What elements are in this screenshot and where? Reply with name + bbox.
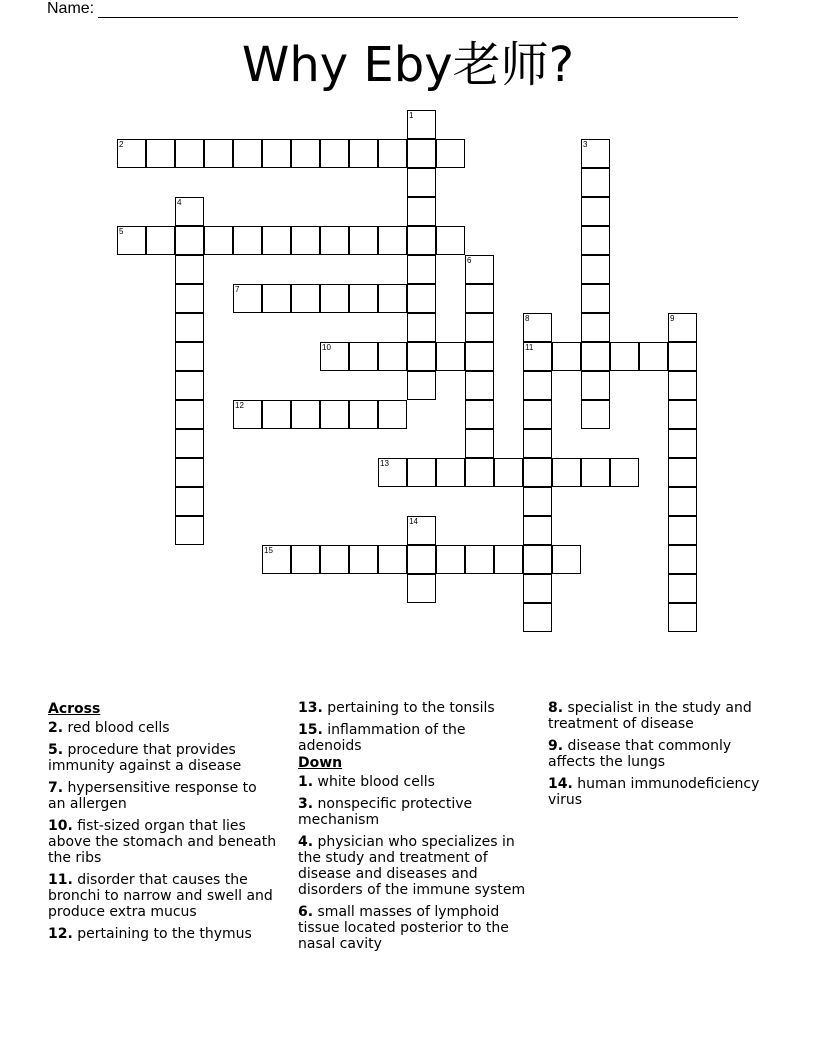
crossword-cell[interactable] bbox=[349, 284, 378, 313]
crossword-cell[interactable] bbox=[291, 284, 320, 313]
crossword-cell[interactable] bbox=[349, 342, 378, 371]
across-clue bbox=[48, 720, 278, 736]
crossword-cell[interactable] bbox=[291, 400, 320, 429]
crossword-cell[interactable] bbox=[233, 139, 262, 168]
crossword-cell[interactable] bbox=[407, 458, 436, 487]
crossword-cell[interactable] bbox=[233, 400, 262, 429]
clue-text: inflammation of the adenoids bbox=[298, 722, 466, 754]
crossword-cell[interactable] bbox=[175, 429, 204, 458]
crossword-cell[interactable] bbox=[668, 603, 697, 632]
crossword-cell[interactable] bbox=[668, 400, 697, 429]
crossword-cell[interactable] bbox=[117, 226, 146, 255]
crossword-cell[interactable] bbox=[436, 342, 465, 371]
crossword-cell[interactable] bbox=[552, 545, 581, 574]
crossword-cell[interactable] bbox=[291, 545, 320, 574]
crossword-cell[interactable] bbox=[523, 603, 552, 632]
crossword-cell[interactable] bbox=[175, 400, 204, 429]
crossword-cell[interactable] bbox=[175, 139, 204, 168]
crossword-cell[interactable] bbox=[291, 226, 320, 255]
crossword-cell[interactable] bbox=[407, 342, 436, 371]
clue-text: procedure that provides immunity against a disease bbox=[48, 742, 242, 774]
crossword-cell[interactable] bbox=[320, 545, 349, 574]
crossword-cell[interactable] bbox=[407, 284, 436, 313]
crossword-cell[interactable] bbox=[523, 516, 552, 545]
crossword-cell[interactable] bbox=[262, 139, 291, 168]
across-clue bbox=[48, 926, 278, 942]
crossword-cell[interactable] bbox=[320, 226, 349, 255]
crossword-cell[interactable] bbox=[465, 429, 494, 458]
crossword-cell[interactable] bbox=[581, 313, 610, 342]
crossword-cell[interactable] bbox=[407, 313, 436, 342]
crossword-cell[interactable] bbox=[407, 226, 436, 255]
crossword-cell[interactable] bbox=[581, 342, 610, 371]
crossword-cell[interactable] bbox=[378, 545, 407, 574]
crossword-cell[interactable] bbox=[668, 574, 697, 603]
crossword-cell[interactable] bbox=[320, 400, 349, 429]
crossword-cell[interactable] bbox=[610, 458, 639, 487]
clue-number: 11. bbox=[48, 872, 73, 888]
clue-number: 5. bbox=[48, 742, 64, 758]
crossword-cell[interactable] bbox=[378, 284, 407, 313]
clue-number: 4. bbox=[298, 834, 314, 850]
crossword-cell[interactable] bbox=[610, 342, 639, 371]
crossword-cell[interactable] bbox=[465, 342, 494, 371]
clue-text: human immunodeficiency virus bbox=[548, 776, 760, 808]
crossword-cell[interactable] bbox=[175, 458, 204, 487]
crossword-cell[interactable] bbox=[668, 313, 697, 342]
across-clue bbox=[48, 818, 278, 866]
clue-number: 15. bbox=[298, 722, 323, 738]
crossword-cell[interactable] bbox=[262, 400, 291, 429]
clue-number: 2 bbox=[119, 140, 124, 149]
crossword-cell[interactable] bbox=[523, 487, 552, 516]
crossword-cell[interactable] bbox=[378, 342, 407, 371]
clue-text: disorder that causes the bronchi to narrow and swell and produce extra mucus bbox=[48, 872, 273, 920]
crossword-cell[interactable] bbox=[436, 458, 465, 487]
clue-number: 9 bbox=[670, 314, 675, 323]
crossword-cell[interactable] bbox=[523, 371, 552, 400]
clue-number: 9. bbox=[548, 738, 564, 754]
crossword-cell[interactable] bbox=[320, 139, 349, 168]
clue-number: 4 bbox=[177, 198, 182, 207]
down-clue bbox=[548, 776, 778, 808]
crossword-cell[interactable] bbox=[465, 313, 494, 342]
down-clue bbox=[298, 774, 528, 790]
down-clue bbox=[548, 738, 778, 770]
clue-number: 10. bbox=[48, 818, 73, 834]
crossword-cell[interactable] bbox=[175, 487, 204, 516]
crossword-cell[interactable] bbox=[523, 400, 552, 429]
crossword-cell[interactable] bbox=[407, 545, 436, 574]
crossword-cell[interactable] bbox=[581, 400, 610, 429]
clue-number: 5 bbox=[119, 227, 124, 236]
crossword-cell[interactable] bbox=[668, 545, 697, 574]
crossword-cell[interactable] bbox=[465, 255, 494, 284]
clue-number: 12. bbox=[48, 926, 73, 942]
clue-text: pertaining to the tonsils bbox=[322, 700, 495, 716]
crossword-cell[interactable] bbox=[436, 139, 465, 168]
crossword-cell[interactable] bbox=[262, 226, 291, 255]
crossword-cell[interactable] bbox=[378, 226, 407, 255]
clue-number: 8 bbox=[525, 314, 530, 323]
crossword-cell[interactable] bbox=[233, 284, 262, 313]
down-clue bbox=[298, 796, 528, 828]
clue-number: 6 bbox=[467, 256, 472, 265]
crossword-cell[interactable] bbox=[523, 342, 552, 371]
crossword-cell[interactable] bbox=[407, 574, 436, 603]
crossword-cell[interactable] bbox=[523, 545, 552, 574]
crossword-cell[interactable] bbox=[523, 574, 552, 603]
crossword-cell[interactable] bbox=[581, 458, 610, 487]
clue-text: red blood cells bbox=[63, 720, 170, 736]
crossword-cell[interactable] bbox=[175, 371, 204, 400]
crossword-cell[interactable] bbox=[494, 545, 523, 574]
crossword-cell[interactable] bbox=[436, 545, 465, 574]
crossword-cell[interactable] bbox=[552, 342, 581, 371]
clue-number: 1. bbox=[298, 774, 314, 790]
crossword-cell[interactable] bbox=[349, 400, 378, 429]
crossword-cell[interactable] bbox=[581, 197, 610, 226]
crossword-cell[interactable] bbox=[146, 226, 175, 255]
crossword-cell[interactable] bbox=[581, 139, 610, 168]
crossword-cell[interactable] bbox=[581, 284, 610, 313]
clue-number: 7. bbox=[48, 780, 64, 796]
clue-text: pertaining to the thymus bbox=[72, 926, 252, 942]
crossword-cell[interactable] bbox=[320, 342, 349, 371]
crossword-cell[interactable] bbox=[175, 197, 204, 226]
across-clue bbox=[298, 700, 528, 716]
crossword-cell[interactable] bbox=[175, 516, 204, 545]
down-clue bbox=[298, 904, 528, 952]
crossword-cell[interactable] bbox=[668, 342, 697, 371]
crossword-cell[interactable] bbox=[204, 139, 233, 168]
across-clue bbox=[48, 780, 278, 812]
crossword-cell[interactable] bbox=[552, 458, 581, 487]
crossword-cell[interactable] bbox=[349, 139, 378, 168]
across-heading: Across bbox=[48, 701, 101, 717]
clue-number: 15 bbox=[264, 546, 273, 555]
crossword-cell[interactable] bbox=[407, 516, 436, 545]
clue-text: nonspecific protective mechanism bbox=[298, 796, 473, 828]
clue-number: 14. bbox=[548, 776, 573, 792]
clue-number: 14 bbox=[409, 517, 418, 526]
down-clue bbox=[548, 700, 778, 732]
clue-number: 8. bbox=[548, 700, 564, 716]
clue-number: 2. bbox=[48, 720, 64, 736]
crossword-cell[interactable] bbox=[117, 139, 146, 168]
crossword-cell[interactable] bbox=[668, 516, 697, 545]
crossword-cell[interactable] bbox=[407, 197, 436, 226]
clue-text: disease that commonly affects the lungs bbox=[548, 738, 732, 770]
crossword-cell[interactable] bbox=[175, 284, 204, 313]
crossword-cell[interactable] bbox=[407, 168, 436, 197]
crossword-cell[interactable] bbox=[581, 226, 610, 255]
crossword-cell[interactable] bbox=[175, 226, 204, 255]
across-clue bbox=[298, 722, 528, 754]
crossword-cell[interactable] bbox=[378, 400, 407, 429]
crossword-cell[interactable] bbox=[465, 545, 494, 574]
crossword-cell[interactable] bbox=[581, 371, 610, 400]
crossword-cell[interactable] bbox=[320, 284, 349, 313]
crossword-cell[interactable] bbox=[581, 168, 610, 197]
crossword-cell[interactable] bbox=[349, 226, 378, 255]
clue-list bbox=[48, 700, 778, 960]
crossword-cell[interactable] bbox=[436, 226, 465, 255]
clue-number: 3 bbox=[583, 140, 588, 149]
crossword-cell[interactable] bbox=[523, 429, 552, 458]
crossword-cell[interactable] bbox=[668, 487, 697, 516]
clue-text: specialist in the study and treatment of disease bbox=[548, 700, 752, 732]
crossword-cell[interactable] bbox=[407, 110, 436, 139]
crossword-cell[interactable] bbox=[407, 255, 436, 284]
crossword-cell[interactable] bbox=[378, 458, 407, 487]
crossword-cell[interactable] bbox=[581, 255, 610, 284]
down-heading: Down bbox=[298, 755, 343, 771]
clue-number: 11 bbox=[525, 343, 534, 352]
crossword-cell[interactable] bbox=[465, 284, 494, 313]
clue-text: hypersensitive response to an allergen bbox=[48, 780, 257, 812]
crossword-cell[interactable] bbox=[523, 458, 552, 487]
crossword-cell[interactable] bbox=[407, 139, 436, 168]
page-title: Why Eby老师? bbox=[241, 37, 575, 93]
crossword-cell[interactable] bbox=[465, 458, 494, 487]
crossword-cell[interactable] bbox=[378, 139, 407, 168]
clue-number: 13. bbox=[298, 700, 323, 716]
crossword-cell[interactable] bbox=[465, 400, 494, 429]
clue-number: 1 bbox=[409, 111, 414, 120]
crossword-cell[interactable] bbox=[465, 371, 494, 400]
crossword-cell[interactable] bbox=[262, 545, 291, 574]
crossword-cell[interactable] bbox=[262, 284, 291, 313]
crossword-cell[interactable] bbox=[668, 371, 697, 400]
clue-number: 6. bbox=[298, 904, 314, 920]
crossword-cell[interactable] bbox=[291, 139, 320, 168]
crossword-cell[interactable] bbox=[175, 313, 204, 342]
clue-text: white blood cells bbox=[313, 774, 435, 790]
across-clue bbox=[48, 872, 278, 920]
crossword-cell[interactable] bbox=[175, 255, 204, 284]
clue-number: 10 bbox=[322, 343, 331, 352]
clue-text: fist-sized organ that lies above the stomach and beneath the ribs bbox=[48, 818, 277, 866]
clue-number: 13 bbox=[380, 459, 389, 468]
clue-number: 3. bbox=[298, 796, 314, 812]
clue-text: physician who specializes in the study and treatment of disease and diseases and disorders of the immune system bbox=[298, 834, 526, 898]
down-clue bbox=[298, 834, 528, 898]
crossword-cell[interactable] bbox=[175, 342, 204, 371]
crossword-cell[interactable] bbox=[639, 342, 668, 371]
crossword-cell[interactable] bbox=[494, 458, 523, 487]
crossword-cell[interactable] bbox=[668, 429, 697, 458]
crossword-cell[interactable] bbox=[523, 313, 552, 342]
name-label: Name: bbox=[47, 0, 95, 17]
crossword-cell[interactable] bbox=[668, 458, 697, 487]
crossword-cell[interactable] bbox=[407, 371, 436, 400]
clue-number: 12 bbox=[235, 401, 244, 410]
crossword-cell[interactable] bbox=[204, 226, 233, 255]
clue-text: small masses of lymphoid tissue located posterior to the nasal cavity bbox=[298, 904, 509, 952]
crossword-cell[interactable] bbox=[146, 139, 175, 168]
crossword-cell[interactable] bbox=[349, 545, 378, 574]
crossword-cell[interactable] bbox=[233, 226, 262, 255]
across-clue bbox=[48, 742, 278, 774]
clue-number: 7 bbox=[235, 285, 240, 294]
